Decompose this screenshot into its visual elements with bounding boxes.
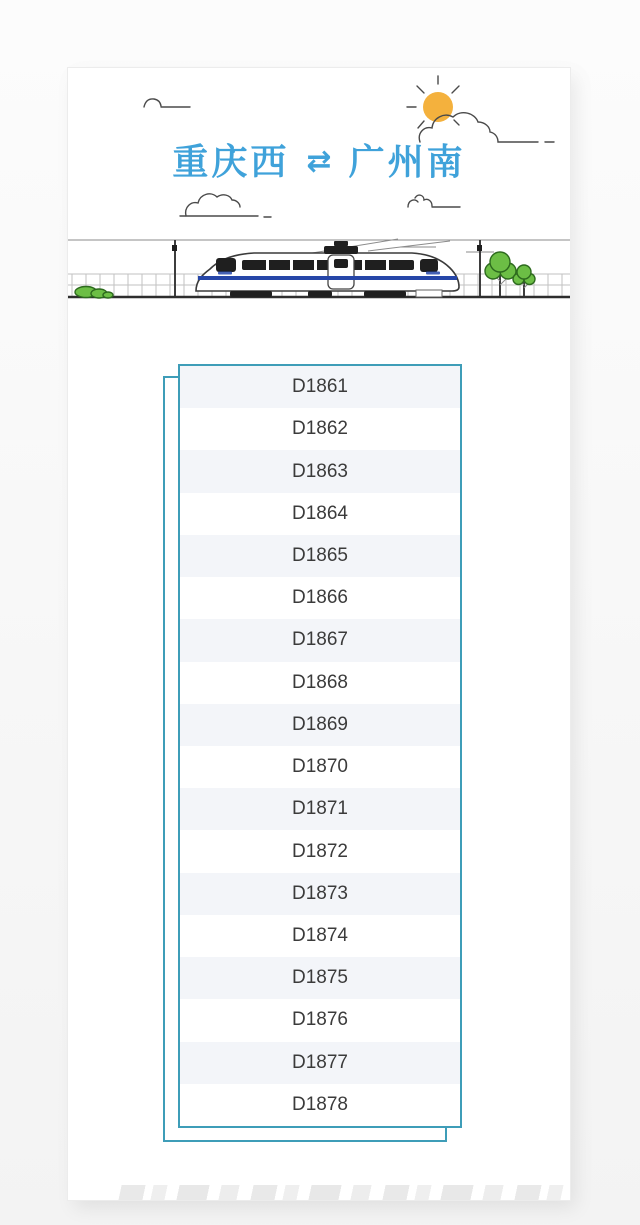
train-number: D1872	[292, 840, 348, 862]
train-number: D1866	[292, 587, 348, 609]
train-number: D1874	[292, 924, 348, 946]
train-number: D1877	[292, 1051, 348, 1073]
cloud-icon	[408, 195, 460, 207]
tree-icon	[485, 252, 516, 296]
train-scene	[68, 239, 570, 298]
cloud-icon	[144, 99, 190, 107]
train-list	[178, 364, 462, 1128]
bush-icon	[75, 287, 113, 299]
train-number: D1865	[292, 544, 348, 566]
cloud-icon	[180, 194, 271, 217]
train-number: D1863	[292, 460, 348, 482]
train-row[interactable]	[180, 1042, 460, 1084]
round-trip-arrow-icon: ⇄	[306, 145, 332, 178]
train-number: D1878	[292, 1093, 348, 1115]
sun-icon	[407, 76, 459, 128]
train-row[interactable]	[180, 957, 460, 999]
train-number: D1869	[292, 713, 348, 735]
train-row[interactable]	[180, 915, 460, 957]
watermark-fragments	[118, 1185, 563, 1200]
high-speed-train-illustration	[196, 241, 459, 297]
train-row[interactable]	[180, 1084, 460, 1126]
train-number: D1867	[292, 629, 348, 651]
train-number: D1864	[292, 502, 348, 524]
train-number: D1871	[292, 798, 348, 820]
train-row[interactable]	[180, 788, 460, 830]
train-number: D1868	[292, 671, 348, 693]
train-number: D1862	[292, 418, 348, 440]
train-row[interactable]	[180, 704, 460, 746]
train-number: D1870	[292, 756, 348, 778]
train-row[interactable]	[180, 450, 460, 492]
train-number: D1875	[292, 967, 348, 989]
train-row[interactable]	[180, 408, 460, 450]
train-row[interactable]	[180, 662, 460, 704]
train-row[interactable]	[180, 577, 460, 619]
train-row[interactable]	[180, 746, 460, 788]
train-number: D1873	[292, 882, 348, 904]
train-row[interactable]	[180, 830, 460, 872]
poster-card	[68, 68, 570, 1200]
header-illustration	[68, 68, 570, 308]
train-row[interactable]	[180, 619, 460, 661]
train-row[interactable]	[180, 493, 460, 535]
destination-station: 广州南	[348, 141, 466, 182]
train-row[interactable]	[180, 873, 460, 915]
train-row[interactable]	[180, 535, 460, 577]
train-row[interactable]	[180, 366, 460, 408]
train-number: D1861	[292, 376, 348, 398]
route-title	[68, 134, 570, 185]
train-number: D1876	[292, 1009, 348, 1031]
train-row[interactable]	[180, 999, 460, 1041]
origin-station: 重庆西	[172, 141, 290, 182]
